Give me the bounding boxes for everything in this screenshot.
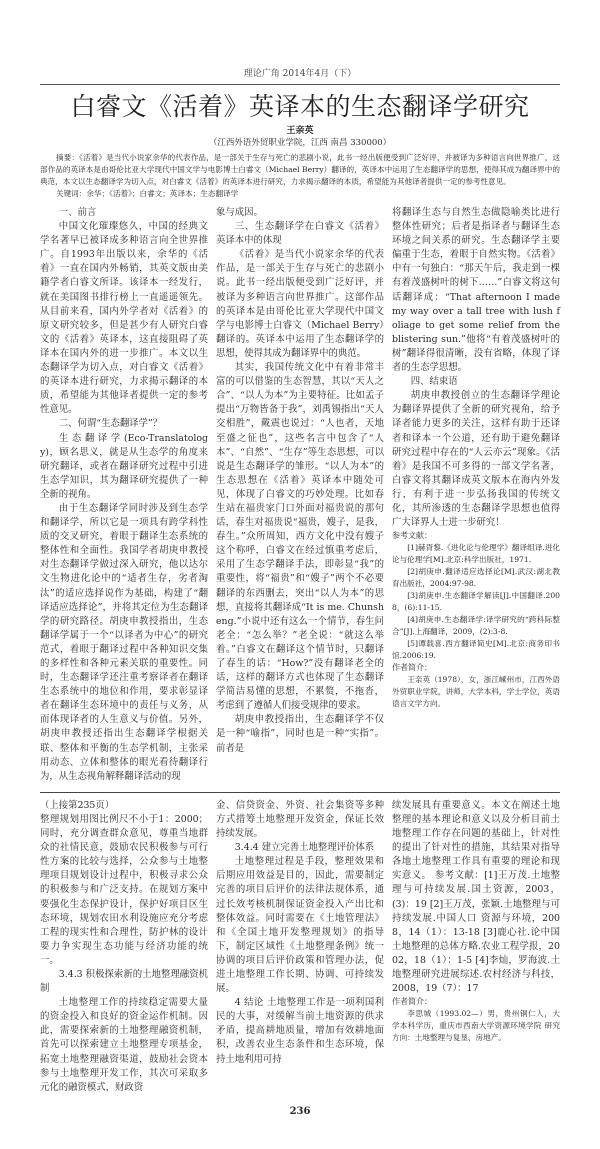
paragraph: 象与成因。 [216, 207, 263, 218]
paragraph: 将翻译生态与自然生态做隐喻类比进行整体性研究；后者是指译者与翻译生态环境之间关系的研究。生态翻译学主要偏重于生态，着眼于自然实物。《活着》中有一句独白：“那天午后，我走到一棵有着茂盛树叶的树下……”白睿文将这句话翻译成：“That afternoon I made my way over a tall tree with lush foliage to get some relief from the blistering sun.”他将“有着茂盛树叶的树”翻译得很清晰，没有省略，体现了译者的生态学思想。 [392, 207, 560, 374]
journal-header: 理论广角 2014年4月（下） [243, 69, 357, 79]
reference-item: [5]谭载喜.西方翻译简史[M].北京:商务印书馆.2006:19. [392, 639, 560, 661]
continued-article [40, 799, 560, 1095]
author-affiliation: （江西外语外贸职业学院，江西 南昌 330000） [208, 138, 392, 148]
journal-page [40, 0, 560, 1149]
section-divider [40, 792, 560, 793]
reference-item: [4]胡庚申.生态翻译学:译学研究的“跨科际整合”[J].上海翻译，2009，(2):3-8. [392, 615, 560, 637]
paragraph: 生态翻译学(Eco-Translatology)，顾名思义，就是从生态学的角度来研究翻译，或者在翻译研究过程中引进生态学知识，其为翻译研究提供了一种全新的视角。 [40, 432, 208, 500]
paragraph: 由于生态翻译学同时涉及到生态学和翻译学，所以它是一项具有跨学科性质的交叉研究，着眼于翻译生态系统的整体性和全面性。我国学者胡庚申教授对生态翻译学做过深入研究，他以达尔文生物进化论中的“适者生存，劣者淘汰”的适应选择说作为基础，构建了“翻译适应选择论”，并将其定位为生态翻译学的研究路径。胡庚申教授指出，生态翻译学属于一个“以译者为中心”的研究范式，着眼于翻译过程中各种知识交集的多样性和各种元素关联的重要性。同时，生态翻译学还注重考察译者在翻译生态系统中的地位和作用，要求彰显译者在翻译生态环境中的责任与义务，从而体现译者的人生意义与价值。另外，胡庚申教授还指出生态翻译学根据关联、整体和平衡的生态学机制，主张采用动态、立体和整体的眼光看待翻译行为，从生态视角解释翻译活动的现 [40, 502, 208, 782]
paragraph: 4 结论 土地整理工作是一项利国利民的大事，对缓解当前土地资源的供求矛盾，提高耕地质量，增加有效耕地面积，改善农业生态条件和生态环境，保持土地利用可持 [216, 997, 384, 1065]
lower-column-3 [392, 799, 560, 1044]
reference-item: [1]赫胥黎.《进化论与伦理学》翻译组译.进化论与伦理学[M].北京:科学出版社，1971. [392, 543, 560, 565]
section-heading: 一、前言 [58, 207, 97, 218]
article-author: 王亲英 [286, 126, 314, 136]
section-heading: 二、何谓“生态翻译学”？ [58, 418, 163, 430]
article-body [40, 206, 560, 784]
paragraph: 土地整理过程是手段，整理效果和后期应用效益是目的，因此，需要制定完善的项目后评价的法律法规体系，通过长效考核机制保证资金投入产出比和整体效益。同时需要在《土地管理法》和《全国土地开发整理规划》的指导下，制定区域性《土地整理条例》统一协调的项目后评价政策和管理办法，促进土地整理工作长期、协调、可持续发展。 [216, 856, 384, 995]
upper-column-3 [392, 206, 560, 710]
lower-column-2 [216, 799, 384, 1067]
author-bio: 李思城（1993.02—）男，贵州铜仁人，大学本科学历，重庆市西南大学资源环境学院 研究方向：土地整理与复垦、房地产。 [392, 1009, 560, 1043]
upper-column-1 [40, 206, 208, 784]
paragraph: 中国文化璀璨悠久，中国的经典文学名著早已被译成多种语言向全世界推广。自1993年出版以来，余华的《活着》一直在国内外畅销，其英文版由美籍学者白睿文所译。该译本一经发行，就在美国图书排行榜上一直遥遥领先。从目前来看，国内外学者对《活着》的原文研究较多，但是甚少有人研究白睿文的《活着》英译本，这直接阻碍了英译本在国内外的进一步推广。本文以生态翻译学为切入点，对白睿文《活着》的英译本进行研究，力求揭示翻译的本质，希望能为其他译者提供一定的参考性意见。 [40, 221, 208, 416]
paragraph: 土地整理工作的持续稳定需要大量的资金投入和良好的资金运作机制。因此，需要探索新的土地整理融资机制，首先可以探索建立土地整理专项基金，拓宽土地整理融资渠道，鼓励社会资本参与土地整理开发工作，其次可采取多元化的融资模式，财政资 [40, 997, 208, 1093]
header-rule [40, 84, 560, 85]
page-number: 236 [289, 1105, 311, 1117]
reference-item: [3]胡庚申.生态翻译学解读[J].中国翻译.2008，(6):11-15. [392, 591, 560, 613]
paragraph: 整理规划用图比例尺不小于1：2000；同时，充分调查群众意见，尊重当地群众的社情民意，鼓励农民积极参与可行性方案的比较与选择，公众参与土地整理项目规划设计过程中，积极寻求公众的积极参与和广泛支持。在规划方案中要强化生态保护设计，保护好项目区生态环境，规划农田水利设施应充分考虑工程的现实性和合理性，防护林的设计要力争实现生态功能与经济功能的统一。 [40, 813, 208, 966]
author-bio: 王亲英（1978），女，浙江嵊州市，江西外语外贸职业学院，讲师，大学本科，学士学位，英语语言文学方向。 [392, 675, 560, 709]
section-label: 作者简介： [392, 663, 432, 673]
section-label: 作者简介： [392, 997, 432, 1007]
section-heading: 四、结束语 [410, 376, 458, 388]
reference-item: [2]胡庚申.翻译适应选择论[M].武汉:湖北教育出版社，2004:97-98. [392, 567, 560, 589]
section-heading: 3.4.3 积极探索新的土地整理融资机制 [40, 968, 208, 995]
paragraph: 金、信贷资金、外资、社会集资等多种方式措筹土地整理开发资金，保证长效持续发展。 [216, 799, 384, 840]
paragraph: 续发展具有重要意义。本文在阐述土地整理的基本理论和意义以及分析目前土地整理工作存在问题的基础上，针对性的提出了针对性的措施，其结果对指导各地土地整理工作具有重要的理论和现实意义。 参考文献：[1]王万茂.土地整理与可持续发展.国土资源，2003，(3)：19 [2]王万茂，张颖.土地整理与可持续发展.中国人口 资源与环境，2008，14（1）：13-18 [3]鹿心社.论中国土地整理的总体方略.农业工程学报，2002，18（1）：1-5 [4]李灿，罗海波.土地整理研究进展综述.农村经济与科技，2008，19（7）：17 [392, 799, 560, 995]
section-heading: 3.4.4 建立完善土地整理评价体系 [234, 842, 375, 854]
section-heading: 三、生态翻译学在白睿文《活着》英译本中的体现 [216, 221, 384, 247]
section-label: 参考文献： [392, 531, 432, 541]
continuation-note: （上接第235页） [40, 799, 115, 811]
lower-column-1 [40, 799, 208, 1095]
abstract: 摘要：《活着》是当代小说家余华的代表作品，是一部关于生存与死亡的悲剧小说，此书一经出版便受到广泛好评，并被译为多种语言向世界推广，这部作品的英译本是由哥伦比亚大学现代中国文学与电影博士白睿文（Michael Berry）翻译的，英译本中运用了生态翻译学的思想，使得其成为翻译界中的典范，本文以生态翻译学为切入点，对白睿文《活着》的英译本进行研究，力求揭示翻译的本质，希望能为其他译者提供一定的参考性意见。 [40, 153, 560, 186]
paragraph: 胡庚申教授指出，生态翻译学不仅是一种“喻指”，同时也是一种“实指”。前者是 [216, 714, 384, 754]
upper-column-2 [216, 206, 384, 756]
article-title: 白睿文《活着》英译本的生态翻译学研究 [70, 92, 530, 121]
paragraph: 胡庚申教授创立的生态翻译学理论为翻译界提供了全新的研究视角，给予译者能力更多的关注，这样有助于还译者和译本一个公道，还有助于避免翻译研究过程中存在的“人云亦云”现象。《活着》是我国不可多得的一部文学名著，白睿文将其翻译成英文版本在海内外发行，有利于进一步弘扬我国的传统文化，其所渗透的生态翻译学思想也值得广大译界人士进一步研究！ [392, 390, 560, 529]
keywords: 关键词：余华；《活着》；白睿文；英译本；生态翻译学 [56, 189, 239, 198]
paragraph: 《活着》是当代小说家余华的代表作品，是一部关于生存与死亡的悲剧小说。此书一经出版便受到广泛好评，并被译为多种语言向世界推广。这部作品的英译本是由哥伦比亚大学现代中国文学与电影博士白睿文（Michael Berry）翻译的。英译本中运用了生态翻译学的思想，使得其成为翻译界中的典范。 [216, 249, 384, 359]
paragraph: 其实，我国传统文化中有着非常丰富的可以借鉴的生态智慧，其以“天人之合”、“以人为本”为主要特征。比如孟子提出“万物皆备于我”，刘禹锡指出“天人交相胜”，戴震也说过：“人也者，天地至盛之征也”，这些名言中包含了“人本”、“自然”、“生存”等生态思想，可以说是生态翻译学的雏形。“以人为本”的生态思想在《活着》英译本中随处可见，体现了白睿文的巧妙处理。比如春生站在福贵家门口外面对福贵说的那句话，春生对福贵说“福贵，嫂子，是我，春生。”众所周知，西方文化中没有嫂子这个称呼，白睿文在经过慎重考虑后，采用了生态学翻译手法，即彰显“我”的重要性，将“福贵”和“嫂子”两个不必要翻译的东西删去，突出“以人为本”的思想，直接将其翻译成“It is me. Chunsheng.”小说中还有这么一个情节，春生问老全：“怎么举？”老全说：“就这么举着。”白睿文在翻译这个情节时，只翻译了春生的话：“How?”没有翻译老全的话，这样的翻译方式也体现了生态翻译学简洁易懂的思想，不累赘，不拖沓，考虑到了遵循人们接受规律的要求。 [216, 362, 384, 712]
